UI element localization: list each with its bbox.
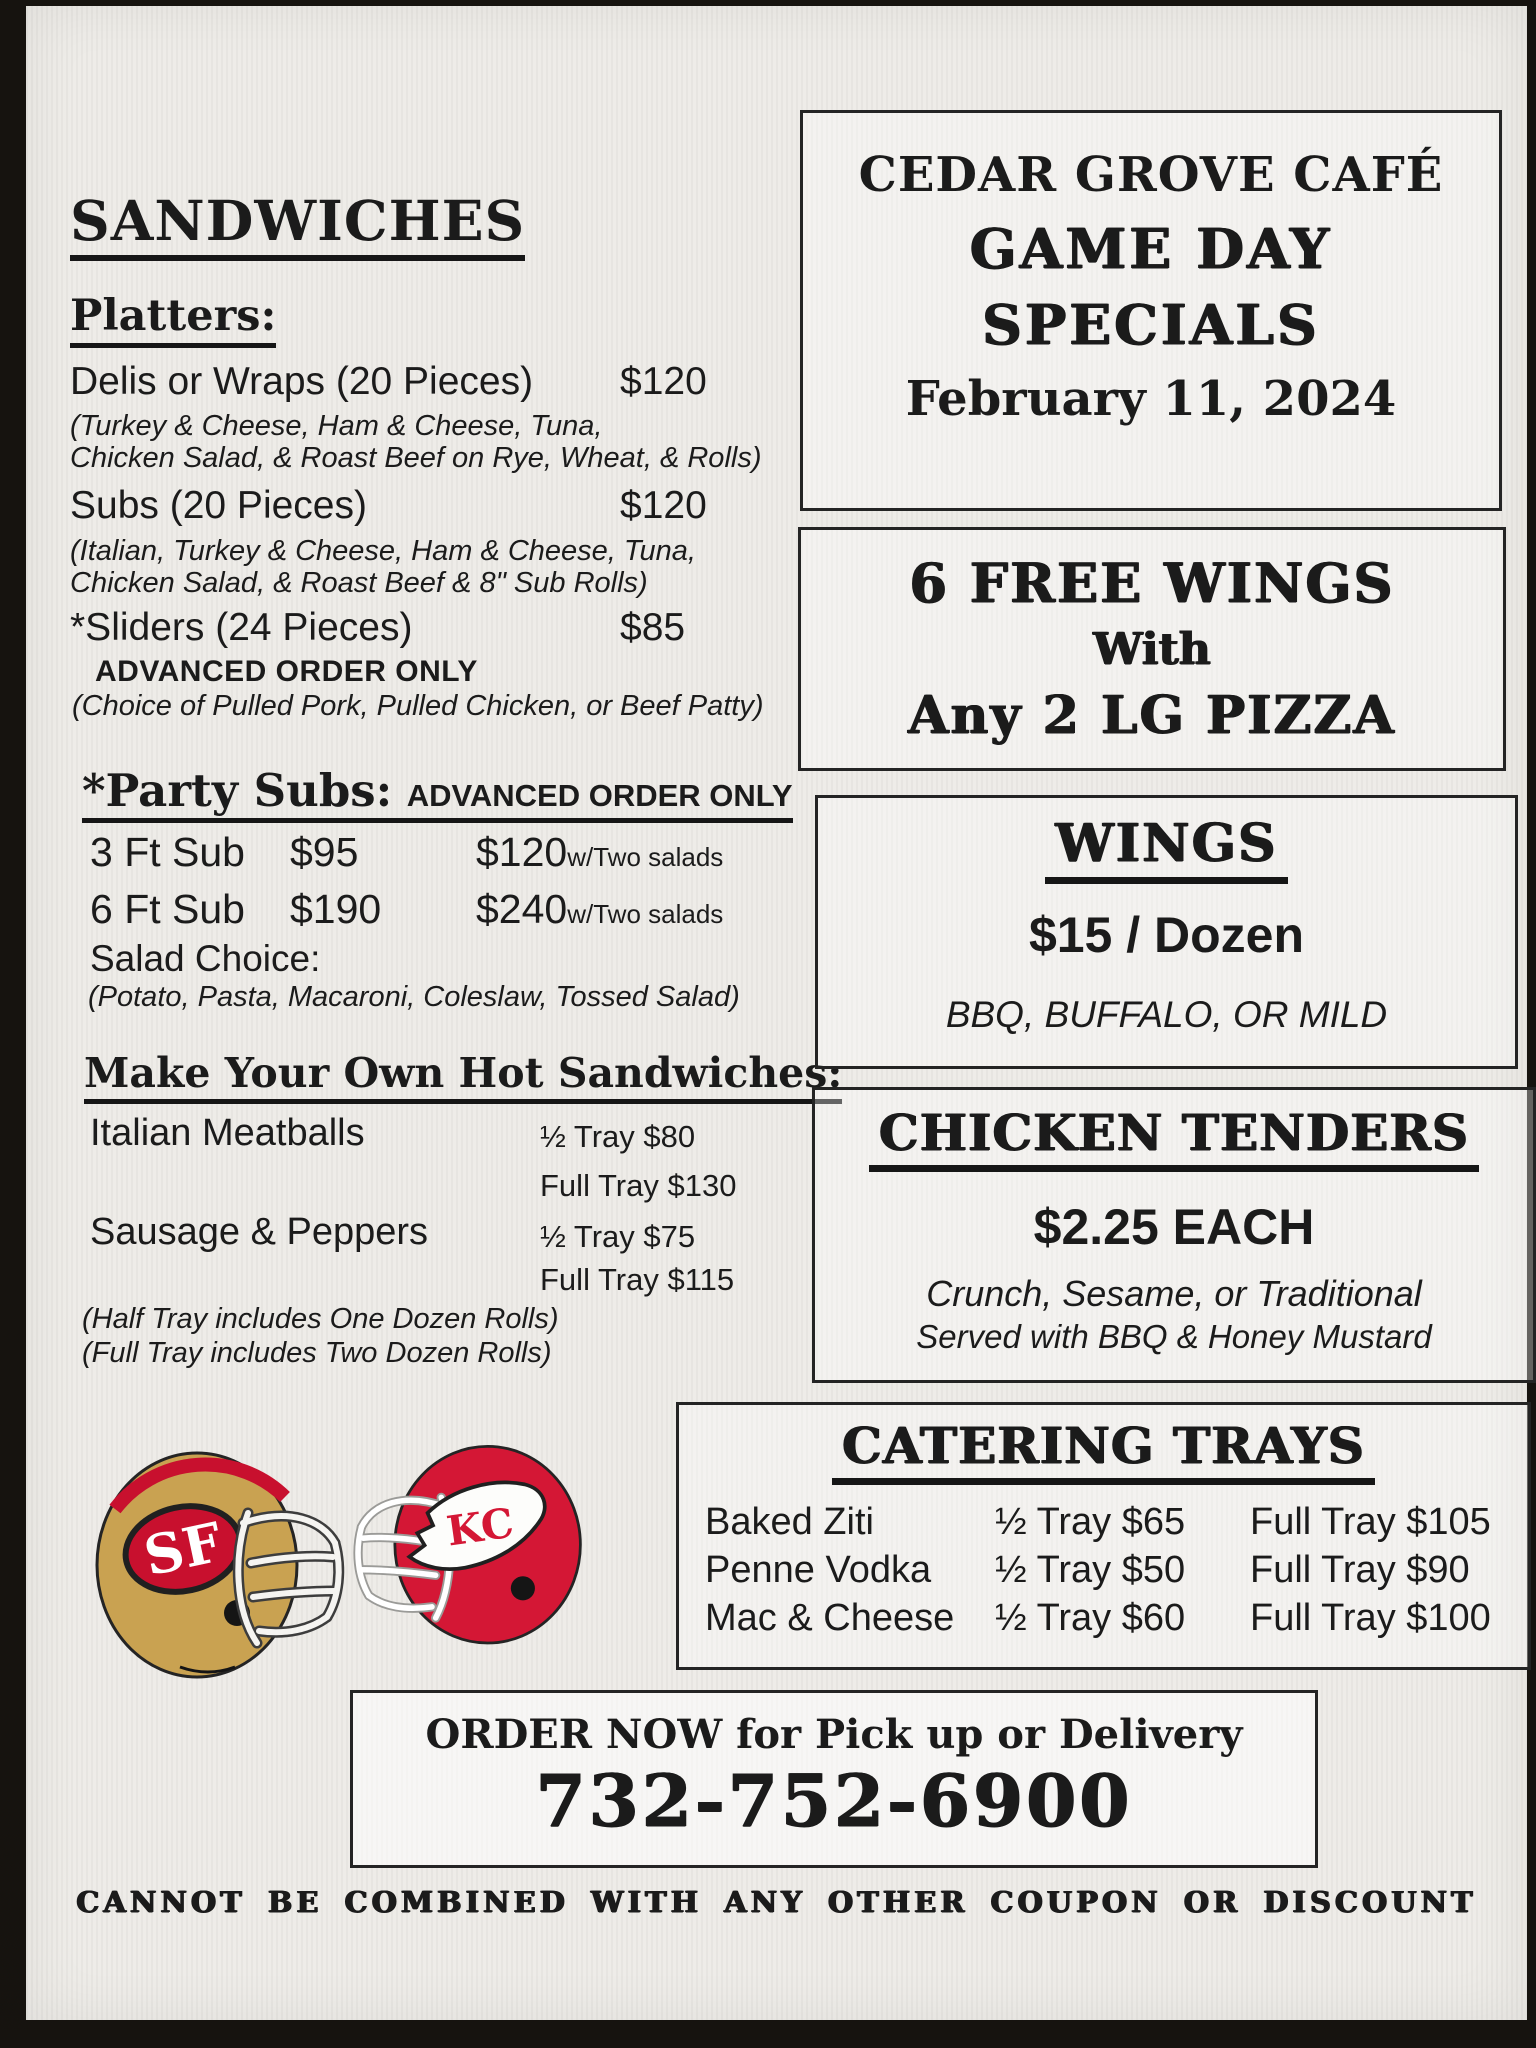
row-full: Full Tray $90 [1250, 1549, 1470, 1591]
hot-row-meatballs: Italian Meatballs [90, 1112, 365, 1154]
row-half: ½ Tray $50 [995, 1549, 1186, 1591]
item-price: $120 [620, 360, 707, 403]
row-name: 6 Ft Sub [90, 886, 245, 932]
price-value: $120 [476, 829, 568, 875]
platters-heading-text: Platters: [70, 295, 276, 348]
sandwiches-title [70, 188, 526, 261]
hot-note-full: (Full Tray includes Two Dozen Rolls) [82, 1337, 552, 1369]
row-full: Full Tray $105 [1250, 1501, 1491, 1543]
hot-note-half: (Half Tray includes One Dozen Rolls) [82, 1303, 559, 1335]
kc-chiefs-helmet-icon [348, 1438, 592, 1656]
party-subs-heading-text: *Party Subs: [82, 764, 393, 817]
tenders-line2: Served with BBQ & Honey Mustard [916, 1318, 1432, 1355]
item-price: $120 [620, 484, 707, 527]
wings-box [815, 795, 1518, 1069]
row-name: 3 Ft Sub [90, 829, 245, 875]
row-price-with-salads [476, 886, 724, 932]
price-value: $240 [476, 886, 568, 932]
hot-sandwiches-heading [84, 1049, 843, 1104]
sf-49ers-helmet-icon [85, 1445, 347, 1687]
catering-row-mac [705, 1599, 1525, 1637]
platter-item-subs [70, 486, 770, 525]
phone-number: 732-752-6900 [535, 1758, 1133, 1843]
platter-item-subs-desc1: (Italian, Turkey & Cheese, Ham & Cheese, Tuna, [70, 535, 696, 567]
party-subs-heading [82, 764, 793, 823]
kc-ear-hole [511, 1576, 535, 1600]
salad-choice-options: (Potato, Pasta, Macaroni, Coleslaw, Tossed Salad) [88, 981, 740, 1013]
item-name: Subs (20 Pieces) [70, 484, 367, 527]
catering-title-row [679, 1416, 1528, 1485]
sandwiches-title-text: SANDWICHES [70, 193, 525, 261]
platter-item-delis-desc1: (Turkey & Cheese, Ham & Cheese, Tuna, [70, 410, 603, 442]
row-half: ½ Tray $65 [995, 1501, 1186, 1543]
free-wings-box [798, 527, 1506, 771]
catering-title: CATERING TRAYS [832, 1421, 1375, 1485]
platter-item-subs-desc2: Chicken Salad, & Roast Beef & 8" Sub Rolls) [70, 567, 648, 599]
sliders-desc: (Choice of Pulled Pork, Pulled Chicken, or Beef Patty) [72, 690, 764, 722]
free-wings-line2: With [1093, 624, 1211, 675]
free-wings-line1: 6 FREE WINGS [909, 551, 1395, 615]
order-box [350, 1690, 1318, 1868]
tenders-title: CHICKEN TENDERS [869, 1108, 1479, 1172]
platter-item-delis [70, 362, 770, 401]
row-name: Mac & Cheese [705, 1597, 955, 1639]
disclaimer: CANNOT BE COMBINED WITH ANY OTHER COUPON OR DISCOUNT [76, 1885, 1477, 1919]
row-name: Baked Ziti [705, 1501, 874, 1543]
party-sub-row-3ft [90, 829, 790, 875]
wings-title-row [818, 813, 1515, 884]
row-price: $190 [290, 886, 382, 932]
row-full: Full Tray $100 [1250, 1597, 1491, 1639]
free-wings-line3: Any 2 LG PIZZA [908, 685, 1396, 746]
salad-choice-label: Salad Choice: [90, 938, 321, 979]
hot-row-sausage-full: Full Tray $115 [540, 1262, 735, 1297]
salads-note: w/Two salads [567, 899, 724, 929]
header-box [800, 110, 1502, 511]
tenders-title-row [815, 1103, 1533, 1172]
hot-row-sausage-half: ½ Tray $75 [540, 1219, 696, 1254]
party-subs-heading-note: ADVANCED ORDER ONLY [406, 778, 793, 813]
tenders-line1: Crunch, Sesame, or Traditional [926, 1273, 1422, 1314]
row-half: ½ Tray $60 [995, 1597, 1186, 1639]
item-name: *Sliders (24 Pieces) [70, 606, 413, 649]
platters-heading [70, 291, 277, 348]
specials-line: SPECIALS [982, 292, 1320, 357]
order-line: ORDER NOW for Pick up or Delivery [425, 1711, 1243, 1758]
item-price: $85 [620, 606, 686, 649]
hot-row-meatballs-full: Full Tray $130 [540, 1168, 737, 1203]
row-price: $95 [290, 829, 359, 875]
game-day-line: GAME DAY [969, 216, 1333, 281]
cafe-name: CEDAR GROVE CAFÉ [858, 147, 1444, 203]
wings-flavors: BBQ, BUFFALO, OR MILD [945, 994, 1388, 1035]
party-sub-row-6ft [90, 886, 790, 932]
hot-row-sausage: Sausage & Peppers [90, 1211, 429, 1253]
wings-price: $15 / Dozen [1028, 907, 1305, 963]
sliders-advanced-note: ADVANCED ORDER ONLY [95, 655, 478, 688]
catering-row-ziti [705, 1503, 1525, 1541]
row-price-with-salads [476, 829, 724, 875]
kc-logo-text: KC [443, 1498, 517, 1556]
hot-sandwiches-heading-text: Make Your Own Hot Sandwiches: [84, 1053, 842, 1104]
hot-row-meatballs-half: ½ Tray $80 [540, 1119, 696, 1154]
sf-logo-text: SF [138, 1509, 228, 1589]
tenders-price: $2.25 EACH [1033, 1199, 1315, 1255]
catering-box [676, 1402, 1531, 1670]
salads-note: w/Two salads [567, 842, 724, 872]
specials-date: February 11, 2024 [905, 371, 1397, 427]
platter-item-sliders [70, 608, 770, 647]
wings-title: WINGS [1045, 818, 1287, 884]
item-name: Delis or Wraps (20 Pieces) [70, 360, 534, 403]
row-name: Penne Vodka [705, 1549, 932, 1591]
platter-item-delis-desc2: Chicken Salad, & Roast Beef on Rye, Wheat, & Rolls) [70, 442, 762, 474]
catering-row-penne [705, 1551, 1525, 1589]
chicken-tenders-box [812, 1087, 1536, 1383]
